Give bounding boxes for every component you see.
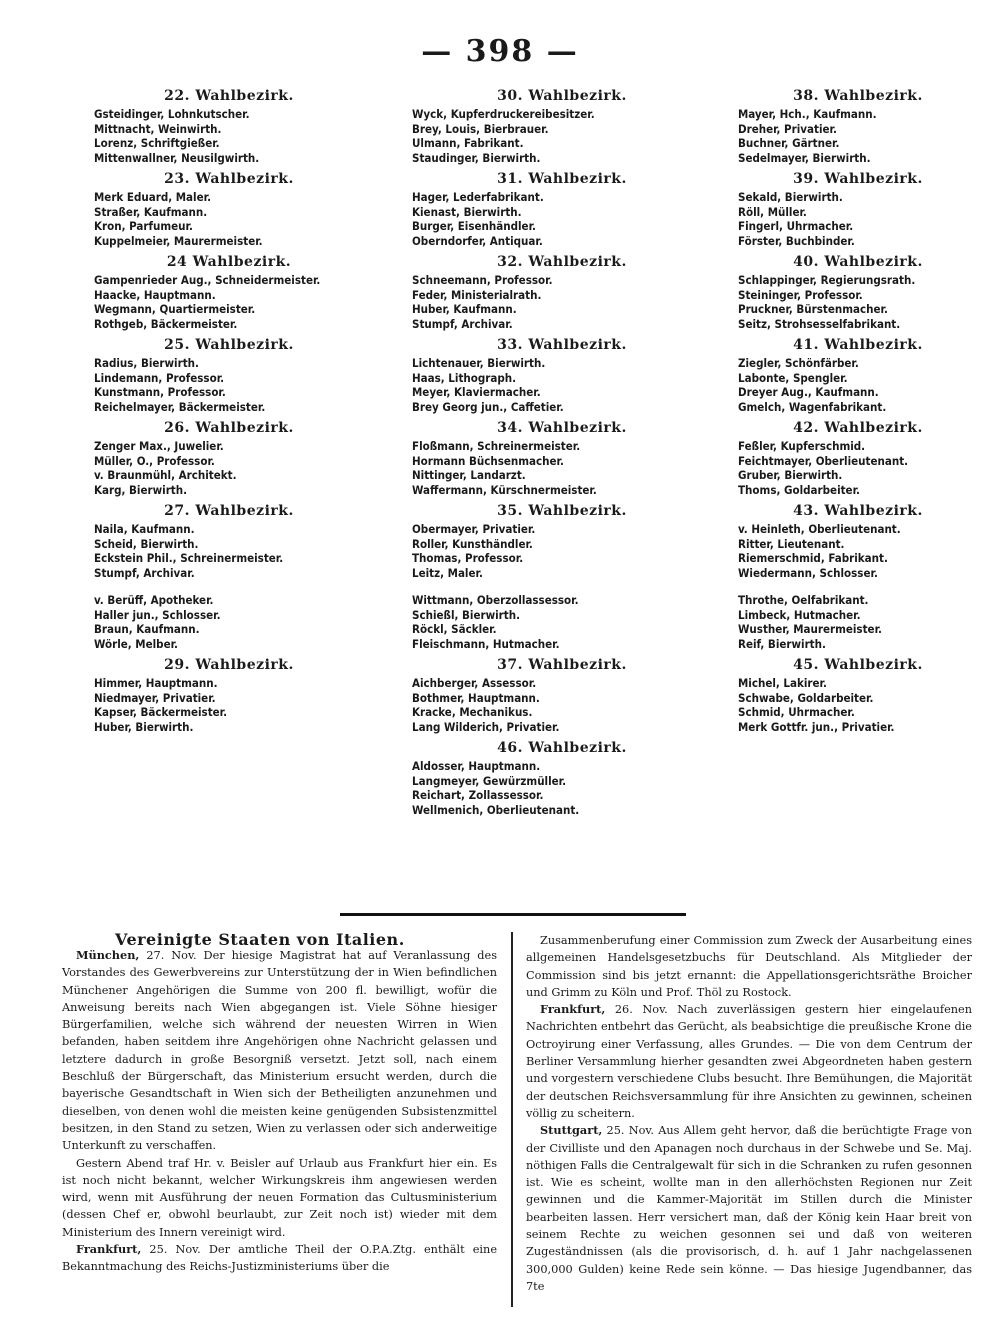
article-left-column bbox=[62, 947, 497, 1276]
member-entry: Floßmann, Schreinermeister. bbox=[412, 439, 581, 453]
member-entry: Schießl, Bierwirth. bbox=[412, 607, 521, 622]
member-entry: Haacke, Hauptmann. bbox=[94, 287, 216, 302]
member-entry: Kron, Parfumeur. bbox=[94, 219, 193, 233]
member-entry: Thoms, Goldarbeiter. bbox=[738, 482, 860, 497]
district-heading: 30. Wahlbezirk. bbox=[497, 88, 627, 104]
member-entry: Kunstmann, Professor. bbox=[94, 385, 226, 399]
member-entry: Reif, Bierwirth. bbox=[738, 636, 826, 651]
district-block bbox=[94, 586, 364, 651]
member-entry: Kracke, Mechanikus. bbox=[412, 705, 533, 719]
dateline: Stuttgart, bbox=[540, 1123, 603, 1138]
district-heading: 26. Wahlbezirk. bbox=[164, 420, 294, 436]
member-entry: Ziegler, Schönfärber. bbox=[738, 356, 859, 370]
district-heading bbox=[412, 586, 712, 590]
member-entry: Hager, Lederfabrikant. bbox=[412, 190, 544, 204]
member-entry: Dreyer Aug., Kaufmann. bbox=[738, 385, 879, 399]
district-heading: 37. Wahlbezirk. bbox=[497, 657, 627, 673]
member-entry: Burger, Eisenhändler. bbox=[412, 219, 536, 233]
member-entry: Michel, Lakirer. bbox=[738, 676, 827, 690]
member-entry: Pruckner, Bürstenmacher. bbox=[738, 302, 888, 316]
article-right-column bbox=[526, 932, 972, 1295]
member-entry: Röll, Müller. bbox=[738, 204, 807, 219]
district-block bbox=[412, 657, 712, 734]
member-entry: Staudinger, Bierwirth. bbox=[412, 150, 541, 165]
district-heading: 35. Wahlbezirk. bbox=[497, 503, 627, 519]
member-entry: Wittmann, Oberzollassessor. bbox=[412, 593, 579, 607]
member-entry: Feder, Ministerialrath. bbox=[412, 287, 542, 302]
member-entry: Thomas, Professor. bbox=[412, 551, 524, 565]
district-heading: 33. Wahlbezirk. bbox=[497, 337, 627, 353]
district-block bbox=[94, 420, 364, 497]
member-entry: Aichberger, Assessor. bbox=[412, 676, 537, 690]
member-entry: Seitz, Strohsesselfabrikant. bbox=[738, 316, 901, 331]
member-entry: Braun, Kaufmann. bbox=[94, 622, 200, 636]
district-column-3 bbox=[738, 88, 978, 740]
member-entry: Gmelch, Wagenfabrikant. bbox=[738, 399, 887, 414]
member-entry: Huber, Bierwirth. bbox=[94, 719, 194, 734]
district-heading: 24 Wahlbezirk. bbox=[166, 254, 292, 270]
member-entry: Obermayer, Privatier. bbox=[412, 522, 536, 536]
page-number: — 398 — bbox=[421, 34, 579, 69]
member-entry: Labonte, Spengler. bbox=[738, 370, 848, 385]
member-entry: Sedelmayer, Bierwirth. bbox=[738, 150, 871, 165]
member-entry: Limbeck, Hutmacher. bbox=[738, 607, 861, 622]
member-entry: Wellmenich, Oberlieutenant. bbox=[412, 802, 580, 817]
district-block bbox=[738, 88, 978, 165]
dateline: Frankfurt, bbox=[76, 1242, 142, 1257]
district-heading: 34. Wahlbezirk. bbox=[497, 420, 627, 436]
member-entry: Reichart, Zollassessor. bbox=[412, 788, 544, 802]
district-block bbox=[94, 503, 364, 580]
member-entry: Kuppelmeier, Maurermeister. bbox=[94, 233, 263, 248]
member-entry: Brey, Louis, Bierbrauer. bbox=[412, 121, 549, 136]
district-heading: 25. Wahlbezirk. bbox=[164, 337, 294, 353]
member-entry: Lorenz, Schriftgießer. bbox=[94, 136, 220, 150]
member-entry: Brey Georg jun., Caffetier. bbox=[412, 399, 564, 414]
member-entry: Fleischmann, Hutmacher. bbox=[412, 636, 560, 651]
member-entry: Ritter, Lieutenant. bbox=[738, 536, 845, 551]
district-block bbox=[738, 337, 978, 414]
member-entry: Reichelmayer, Bäckermeister. bbox=[94, 399, 266, 414]
member-entry: Schneemann, Professor. bbox=[412, 273, 553, 287]
member-entry: Langmeyer, Gewürzmüller. bbox=[412, 773, 567, 788]
member-entry: Röckl, Säckler. bbox=[412, 622, 497, 636]
member-entry: Eckstein Phil., Schreinermeister. bbox=[94, 551, 284, 565]
member-entry: Scheid, Bierwirth. bbox=[94, 536, 199, 551]
paragraph-text: Zusammenberufung einer Commission zum Zweck der Ausarbeitung eines allgemeinen Handelsgesetzbuchs für Deutschland. Als Mitglieder der Commission sind bis jetzt ernannt: die Appellationsgerichtsräthe Broicher und Grimm zu Köln und Prof. Thöl zu Rostock. bbox=[526, 934, 972, 999]
dateline: München, bbox=[76, 948, 140, 962]
member-entry: Straßer, Kaufmann. bbox=[94, 204, 208, 219]
member-entry: Rothgeb, Bäckermeister. bbox=[94, 316, 238, 331]
article-paragraph bbox=[526, 932, 972, 1001]
district-heading: 45. Wahlbezirk. bbox=[793, 657, 923, 673]
district-heading bbox=[738, 586, 978, 590]
member-entry: Schmid, Uhrmacher. bbox=[738, 705, 855, 719]
paragraph-text: 26. Nov. Nach zuverlässigen gestern hier eingelaufenen Nachrichten entbehrt das Gerücht, als beabsichtige die preußische Krone die Octroyirung einer Verfassung, alles Grundes. — Die von dem Centrum der Berliner Versammlung hierher gesandten zwei Abgeordneten haben gestern und vorgestern verschiedene Clubs besucht. Ihre Bemühungen, die Majorität der deutschen Reichsversammlung für ihre Ansichten zu gewinnen, scheinen völlig zu scheitern. bbox=[526, 1003, 972, 1120]
member-entry: Haas, Lithograph. bbox=[412, 370, 517, 385]
paragraph-text: Gestern Abend traf Hr. v. Beisler auf Urlaub aus Frankfurt hier ein. Es ist noch nicht bekannt, welcher Wirkungskreis ihm angewiesen werden wird, wenn mit Ausführung der neuen Formation das Cultusministerium (dessen Chef er, obwohl beurlaubt, zur Zeit noch ist) wieder mit dem Ministerium des Innern vereinigt wird. bbox=[62, 1156, 497, 1239]
member-entry: Throthe, Oelfabrikant. bbox=[738, 593, 869, 607]
district-heading: 39. Wahlbezirk. bbox=[793, 171, 923, 187]
district-heading: 38. Wahlbezirk. bbox=[793, 88, 923, 104]
district-block bbox=[94, 171, 364, 248]
member-entry: Fingerl, Uhrmacher. bbox=[738, 219, 854, 233]
member-entry: Lindemann, Professor. bbox=[94, 370, 225, 385]
member-entry: Mayer, Hch., Kaufmann. bbox=[738, 107, 877, 121]
member-entry: Radius, Bierwirth. bbox=[94, 356, 199, 370]
member-entry: v. Heinleth, Oberlieutenant. bbox=[738, 522, 901, 536]
article-paragraph bbox=[526, 1001, 972, 1122]
member-entry: Niedmayer, Privatier. bbox=[94, 690, 216, 705]
member-entry: Dreher, Privatier. bbox=[738, 121, 837, 136]
member-entry: Ulmann, Fabrikant. bbox=[412, 136, 524, 150]
district-block bbox=[412, 337, 712, 414]
district-heading: 27. Wahlbezirk. bbox=[164, 503, 294, 519]
district-heading: 41. Wahlbezirk. bbox=[793, 337, 923, 353]
member-entry: Haller jun., Schlosser. bbox=[94, 607, 221, 622]
district-heading bbox=[94, 586, 364, 590]
district-block bbox=[412, 171, 712, 248]
member-entry: Wegmann, Quartiermeister. bbox=[94, 302, 256, 316]
member-entry: Riemerschmid, Fabrikant. bbox=[738, 551, 888, 565]
member-entry: Hormann Büchsenmacher. bbox=[412, 453, 564, 468]
district-block bbox=[738, 171, 978, 248]
member-entry: Lichtenauer, Bierwirth. bbox=[412, 356, 546, 370]
member-entry: Müller, O., Professor. bbox=[94, 453, 215, 468]
district-block bbox=[738, 254, 978, 331]
district-heading: 29. Wahlbezirk. bbox=[164, 657, 294, 673]
paragraph-text: 25. Nov. Aus Allem geht hervor, daß die berüchtigte Frage von der Civilliste und den Apanagen noch durchaus in der Schwebe und Se. Maj. nöthigen Falls die Centralgewalt für sich in die Schranken zu rufen gesonnen ist. Wie es scheint, wollte man in den allerhöchsten Regionen nur Zeit gewinnen und die Kammer-Majorität im Stillen durch die Minister bearbeiten lassen. Herr versichert man, daß der König kein Haar breit von seinem Rechte zu weichen gesonnen sei und daß von weiteren Zugeständnissen (als die provisorisch, d. h. auf 1 Jahr nachgelassenen 300,000 Gulden) keine Rede sein könne. — Das hiesige Jugendbanner, das 7te bbox=[526, 1124, 972, 1293]
member-entry: Feßler, Kupferschmid. bbox=[738, 439, 866, 453]
member-entry: Waffermann, Kürschnermeister. bbox=[412, 482, 597, 497]
district-block bbox=[94, 657, 364, 734]
member-entry: Schlappinger, Regierungsrath. bbox=[738, 273, 916, 287]
member-entry: Huber, Kaufmann. bbox=[412, 302, 517, 316]
district-heading: 40. Wahlbezirk. bbox=[793, 254, 923, 270]
member-entry: Meyer, Klaviermacher. bbox=[412, 385, 541, 399]
member-entry: Feichtmayer, Oberlieutenant. bbox=[738, 453, 909, 468]
member-entry: v. Berüff, Apotheker. bbox=[94, 593, 214, 607]
paragraph-text: 25. Nov. Der amtliche Theil der O.P.A.Ztg. enthält eine Bekanntmachung des Reichs-Justizministeriums über die bbox=[62, 1243, 497, 1274]
member-entry: Stumpf, Archivar. bbox=[412, 316, 513, 331]
district-heading: 23. Wahlbezirk. bbox=[164, 171, 294, 187]
section-divider bbox=[340, 913, 686, 916]
member-entry: v. Braunmühl, Architekt. bbox=[94, 468, 237, 482]
member-entry: Kienast, Bierwirth. bbox=[412, 204, 522, 219]
member-entry: Mittnacht, Weinwirth. bbox=[94, 121, 222, 136]
member-entry: Gsteidinger, Lohnkutscher. bbox=[94, 107, 250, 121]
district-block bbox=[412, 420, 712, 497]
member-entry: Buchner, Gärtner. bbox=[738, 136, 840, 150]
member-entry: Merk Gottfr. jun., Privatier. bbox=[738, 719, 895, 734]
district-block bbox=[412, 503, 712, 580]
district-block bbox=[738, 657, 978, 734]
member-entry: Gampenrieder Aug., Schneidermeister. bbox=[94, 273, 321, 287]
district-heading: 43. Wahlbezirk. bbox=[793, 503, 923, 519]
member-entry: Merk Eduard, Maler. bbox=[94, 190, 211, 204]
district-block bbox=[412, 740, 712, 817]
member-entry: Wiedermann, Schlosser. bbox=[738, 565, 878, 580]
member-entry: Gruber, Bierwirth. bbox=[738, 468, 843, 482]
member-entry: Nittinger, Landarzt. bbox=[412, 468, 526, 482]
member-entry: Mittenwallner, Neusilgwirth. bbox=[94, 150, 260, 165]
member-entry: Steininger, Professor. bbox=[738, 287, 863, 302]
member-entry: Oberndorfer, Antiquar. bbox=[412, 233, 543, 248]
district-heading: 46. Wahlbezirk. bbox=[497, 740, 627, 756]
paragraph-text: 27. Nov. Der hiesige Magistrat hat auf Veranlassung des Vorstandes des Gewerbvereins zur Unterstützung der in Wien befindlichen Münchener Angehörigen die Summe von 200 fl. bewilligt, wofür die Anweisung bereits nach Wien abgegangen ist. Viele Söhne hiesiger Bürgerfamilien, welche sich während der neuesten Wirren in Wien befanden, haben seitdem ihre Angehörigen ohne Nachricht gelassen und letztere dadurch in große Besorgniß versetzt. Jetzt soll, nach einem Beschluß der Bürgerschaft, das Ministerium ersucht werden, durch die bayerische Gesandtschaft in Wien sich der Betheiligten anzunehmen und dieselben, von denen wohl die meisten keine genügenden Subsistenzmittel besitzen, in den Stand zu setzen, Wien zu verlassen oder sich anderweitige Unterkunft zu verschaffen. bbox=[62, 949, 497, 1153]
article-paragraph bbox=[62, 947, 497, 1155]
article-paragraph bbox=[62, 1155, 497, 1241]
member-entry: Förster, Buchbinder. bbox=[738, 233, 855, 248]
member-entry: Sekald, Bierwirth. bbox=[738, 190, 843, 204]
dateline: Frankfurt, bbox=[540, 1002, 606, 1017]
member-entry: Roller, Kunsthändler. bbox=[412, 536, 533, 551]
district-heading: 32. Wahlbezirk. bbox=[497, 254, 627, 270]
member-entry: Wyck, Kupferdruckereibesitzer. bbox=[412, 107, 595, 121]
member-entry: Wörle, Melber. bbox=[94, 636, 178, 651]
member-entry: Naila, Kaufmann. bbox=[94, 522, 195, 536]
district-block bbox=[738, 420, 978, 497]
member-entry: Zenger Max., Juwelier. bbox=[94, 439, 224, 453]
district-block bbox=[412, 88, 712, 165]
member-entry: Kapser, Bäckermeister. bbox=[94, 705, 228, 719]
district-heading: 42. Wahlbezirk. bbox=[793, 420, 923, 436]
district-block bbox=[94, 88, 364, 165]
member-entry: Wusther, Maurermeister. bbox=[738, 622, 882, 636]
district-column-2 bbox=[412, 88, 712, 823]
article-paragraph bbox=[62, 1241, 497, 1276]
district-block bbox=[412, 586, 712, 651]
member-entry: Schwabe, Goldarbeiter. bbox=[738, 690, 874, 705]
district-column-1 bbox=[94, 88, 364, 740]
district-heading: 22. Wahlbezirk. bbox=[164, 88, 294, 104]
district-block bbox=[412, 254, 712, 331]
member-entry: Himmer, Hauptmann. bbox=[94, 676, 218, 690]
district-block bbox=[94, 337, 364, 414]
member-entry: Karg, Bierwirth. bbox=[94, 482, 188, 497]
member-entry: Bothmer, Hauptmann. bbox=[412, 690, 540, 705]
member-entry: Lang Wilderich, Privatier. bbox=[412, 719, 560, 734]
district-heading: 31. Wahlbezirk. bbox=[497, 171, 627, 187]
district-block bbox=[738, 503, 978, 580]
column-divider bbox=[511, 932, 513, 1307]
district-block bbox=[738, 586, 978, 651]
news-section-title: Vereinigte Staaten von Italien. bbox=[115, 930, 405, 949]
member-entry: Aldosser, Hauptmann. bbox=[412, 759, 541, 773]
district-block bbox=[94, 254, 364, 331]
article-paragraph bbox=[526, 1122, 972, 1295]
member-entry: Stumpf, Archivar. bbox=[94, 565, 195, 580]
member-entry: Leitz, Maler. bbox=[412, 565, 483, 580]
